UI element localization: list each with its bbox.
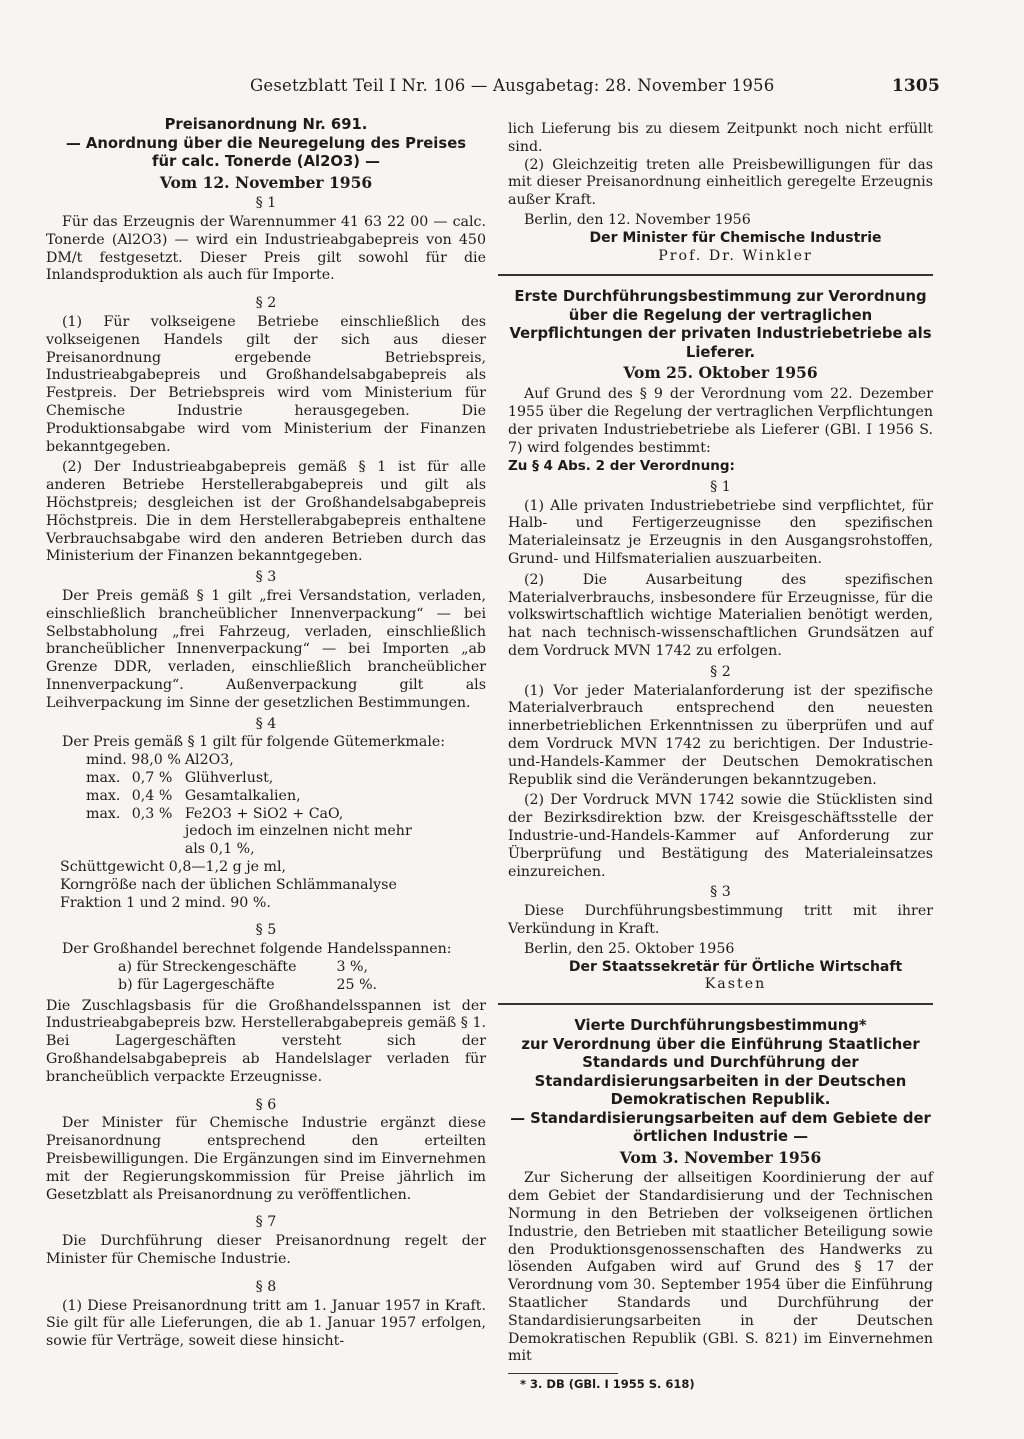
quality-row — [86, 770, 439, 788]
page-number: 1305 — [891, 76, 940, 96]
durchfuehrung-intro: Auf Grund des § 9 der Verordnung vom 22. Dezember 1955 über die Regelung der vertraglichen Verpflichtungen der privaten Industriebetriebe als Lieferer (GBl. I 1956 S. 7) wird folgendes bestimmt: — [508, 386, 933, 456]
margin-value: 3 %, — [336, 958, 369, 975]
quality-value: 0,7 % — [131, 770, 173, 786]
quality-table — [86, 752, 439, 859]
vierte-title-line-1: Vierte Durchführungsbestimmung* — [574, 1017, 867, 1035]
b-signature-place-date: Berlin, den 25. Oktober 1956 — [524, 940, 735, 957]
quality-note: jedoch im einzelnen nicht mehr als 0,1 %, — [184, 823, 412, 858]
running-title: Gesetzblatt Teil I Nr. 106 — Ausgabetag: 28. November 1956 — [250, 76, 775, 95]
right-column — [508, 121, 933, 1394]
margin-label: a) für Streckengeschäfte — [118, 958, 297, 975]
vierte-title — [508, 1017, 933, 1147]
quality-limit: max. — [86, 787, 121, 804]
section-3-heading: § 3 — [255, 569, 277, 586]
b-section-3-text: Diese Durchführungsbestimmung tritt mit ihrer Verkündung in Kraft. — [508, 903, 933, 937]
section-divider — [498, 274, 933, 276]
section-2-heading: § 2 — [255, 295, 277, 312]
margins-table — [118, 959, 417, 995]
margin-label: b) für Lagergeschäfte — [118, 976, 275, 993]
b-section-1-heading: § 1 — [710, 478, 731, 495]
vierte-title-line-2: zur Verordnung über die Einführung Staatlicher Standards und Durchführung der Standardisierungsarbeiten in der Deutschen Demokratischen Republik. — [521, 1035, 920, 1109]
section-6-heading: § 6 — [255, 1096, 277, 1113]
vierte-title-line-3: — Standardisierungsarbeiten auf dem Gebiete der örtlichen Industrie — — [510, 1109, 931, 1146]
margin-value: 25 %. — [336, 976, 378, 993]
durchfuehrung-date: Vom 25. Oktober 1956 — [623, 363, 818, 383]
quality-row — [86, 788, 439, 806]
section-6-text: Der Minister für Chemische Industrie ergänzt diese Preisanordnung entsprechend den erteilten Preisbewilligungen. Die Ergänzungen sind im Einvernehmen mit der Regierungskommission für Preise jährlich im Gesetzblatt als Preisanordnung zu veröffentlichen. — [46, 1115, 486, 1203]
b-section-2-heading: § 2 — [710, 663, 731, 680]
left-column — [46, 116, 486, 1351]
signature-name: Prof. Dr. Winkler — [658, 247, 813, 264]
quality-label: Fe2O3 + SiO2 + CaO, — [184, 805, 344, 822]
quality-label: Glühverlust, — [184, 770, 274, 786]
footnote-rule — [508, 1373, 618, 1374]
quality-row — [86, 823, 439, 859]
quality-limit: max. — [86, 805, 121, 822]
section-7-heading: § 7 — [255, 1214, 277, 1231]
section-7-text: Die Durchführung dieser Preisanordnung regelt der Minister für Chemische Industrie. — [46, 1233, 486, 1267]
durchfuehrung-title: Erste Durchführungsbestimmung zur Verordnung über die Regelung der vertraglichen Verpflichtungen der privaten Industriebetriebe als Lieferer. — [509, 288, 932, 361]
b-section-2-para-2: (2) Der Vordruck MVN 1742 sowie die Stücklisten sind der Bezirksdirektion bzw. der Kreisgeschäftsstelle der Industrie-und-Handels-Kammer auf Anforderung zur Überprüfung und Bestätigung des Materialeinsatzes einzureichen. — [508, 792, 933, 880]
signature-office: Der Minister für Chemische Industrie — [589, 229, 882, 246]
b-signature-name: Kasten — [704, 976, 767, 993]
continued-para-2: (2) Gleichzeitig treten alle Preisbewilligungen für das mit dieser Preisanordnung einheitlich geregelte Erzeugnis außer Kraft. — [508, 156, 933, 209]
section-1-text: Für das Erzeugnis der Warennummer 41 63 22 00 — calc. Tonerde (Al2O3) — wird ein Industrieabgabepreis von 450 DM/t festgesetzt. Dieser Preis gilt sowohl für die Inlandsproduktion als auch für Importe. — [46, 214, 486, 284]
section-5-heading: § 5 — [255, 922, 277, 939]
vierte-date: Vom 3. November 1956 — [619, 1147, 822, 1167]
margin-row — [118, 977, 417, 995]
section-1-heading: § 1 — [255, 195, 277, 212]
vierte-text: Zur Sicherung der allseitigen Koordinierung der auf dem Gebiet der Standardisierung und der Technischen Normung in den Betrieben der volkseigenen örtlichen Industrie, den Betrieben mit staatlicher Beteiligung sowie den Produktionsgenossenschaften des Handwerks zu lösenden Aufgaben wird auf Grund des § 17 der Verordnung vom 30. September 1954 über die Einführung Staatlicher Standards und Durchführung der Standardisierungsarbeiten in der Deutschen Demokratischen Republik (GBl. S. 821) im Einvernehmen mit — [508, 1170, 933, 1365]
title-line-2: — Anordnung über die Neuregelung des Preises — [65, 134, 467, 152]
preisanordnung-title — [46, 116, 486, 172]
b-section-3-heading: § 3 — [710, 884, 731, 901]
quality-value: mind. 98,0 % — [86, 752, 181, 769]
section-4-text: Der Preis gemäß § 1 gilt für folgende Gütemerkmale: — [62, 734, 446, 751]
preisanordnung-date: Vom 12. November 1956 — [159, 172, 373, 192]
margin-row — [118, 959, 417, 977]
section-2-para-2: (2) Der Industrieabgabepreis gemäß § 1 ist für alle anderen Betriebe Herstellerabgabepreis und gilt als Höchstpreis; desgleichen ist der Großhandelsabgabepreis Höchstpreis. Die in dem Herstellerabgabepreis enthaltene Verbrauchsabgabe wird den anderen Betrieben durch das Ministerium der Finanzen bekanntgegeben. — [46, 459, 486, 565]
quality-label: Al2O3, — [184, 752, 234, 769]
quality-row — [86, 752, 439, 770]
grain-size: Korngröße nach der üblichen Schlämmanalyse Fraktion 1 und 2 mind. 90 %. — [60, 876, 397, 911]
b-section-1-para-2: (2) Die Ausarbeitung des spezifischen Materialverbrauchs, insbesondere für Erzeugnisse, für die volkswirtschaftlich wichtige Materialien benötigt werden, hat nach technisch-wissenschaftlichen Grundsätzen auf dem Vordruck MVN 1742 zu erfolgen. — [508, 571, 933, 660]
signature-place-date: Berlin, den 12. November 1956 — [524, 211, 751, 228]
durchfuehrung-subheading: Zu § 4 Abs. 2 der Verordnung: — [508, 458, 735, 475]
bulk-density: Schüttgewicht 0,8—1,2 g je ml, — [60, 858, 287, 875]
section-5-basis: Die Zuschlagsbasis für die Großhandelsspannen ist der Industrieabgabepreis bzw. Herstellerabgabepreis gemäß § 1. Bei Lagergeschäften versteht sich der Großhandelsabgabepreis ab Handelslager verladen für brancheüblich verpackte Erzeugnisse. — [46, 997, 486, 1085]
quality-label: Gesamtalkalien, — [184, 787, 301, 804]
quality-value: 0,3 % — [131, 805, 173, 822]
section-8-heading: § 8 — [255, 1278, 277, 1295]
footnote: * 3. DB (GBl. I 1955 S. 618) — [520, 1377, 695, 1392]
section-divider — [498, 1003, 933, 1005]
continued-text: lich Lieferung bis zu diesem Zeitpunkt noch nicht erfüllt sind. — [508, 121, 933, 155]
b-section-2-para-1: (1) Vor jeder Materialanforderung ist der spezifische Materialverbrauch entsprechend den neuesten innerbetrieblichen Erkenntnissen zu überprüfen und auf dem Vordruck MVN 1742 zu berichtigen. Der Industrie- und-Handels-Kammer der Deutschen Demokratischen Republik sind die Veränderungen bekanntzugeben. — [508, 682, 933, 788]
b-section-1-para-1: (1) Alle privaten Industriebetriebe sind verpflichtet, für Halb- und Fertigerzeugnisse den spezifischen Materialeinsatz je Erzeugnis in den Ausgangsrohstoffen, Grund- und Hilfsmaterialien auszuarbeiten. — [508, 497, 933, 568]
quality-row — [86, 806, 439, 824]
section-3-text: Der Preis gemäß § 1 gilt „frei Versandstation, verladen, einschließlich brancheüblicher Innenverpackung“ — bei Selbstabholung „frei Fahrzeug, verladen, einschließlich brancheüblicher Innenverpackung“ — bei Importen „ab Grenze DDR, verladen, einschließlich brancheüblicher Innenverpackung“. Außenverpackung gilt als Leihverpackung im Sinne der gesetzlichen Bestimmungen. — [46, 588, 486, 711]
title-line-1: Preisanordnung Nr. 691. — [164, 116, 368, 133]
section-8-text: (1) Diese Preisanordnung tritt am 1. Januar 1957 in Kraft. Sie gilt für alle Lieferungen, die ab 1. Januar 1957 erfolgen, sowie für Verträge, soweit diese hinsicht- — [46, 1297, 486, 1350]
title-line-3: für calc. Tonerde (Al2O3) — — [152, 153, 380, 170]
quality-value: 0,4 % — [131, 787, 173, 804]
section-4-heading: § 4 — [255, 715, 277, 732]
section-2-para-1: (1) Für volkseigene Betriebe einschließlich des volkseigenen Handels gilt der sich aus dieser Preisanordnung ergebende Betriebspreis, Industrieabgabepreis und Großhandelsabgabepreis als Festpreis. Der Betriebspreis wird vom Ministerium für Chemische Industrie herausgegeben. Die Produktionsabgabe wird vom Ministerium der Finanzen bekanntgegeben. — [46, 314, 486, 455]
b-signature-office: Der Staatssekretär für Örtliche Wirtschaft — [568, 958, 903, 975]
page-header — [250, 76, 940, 95]
section-5-text: Der Großhandel berechnet folgende Handelsspannen: — [62, 941, 452, 958]
quality-limit: max. — [86, 770, 121, 786]
